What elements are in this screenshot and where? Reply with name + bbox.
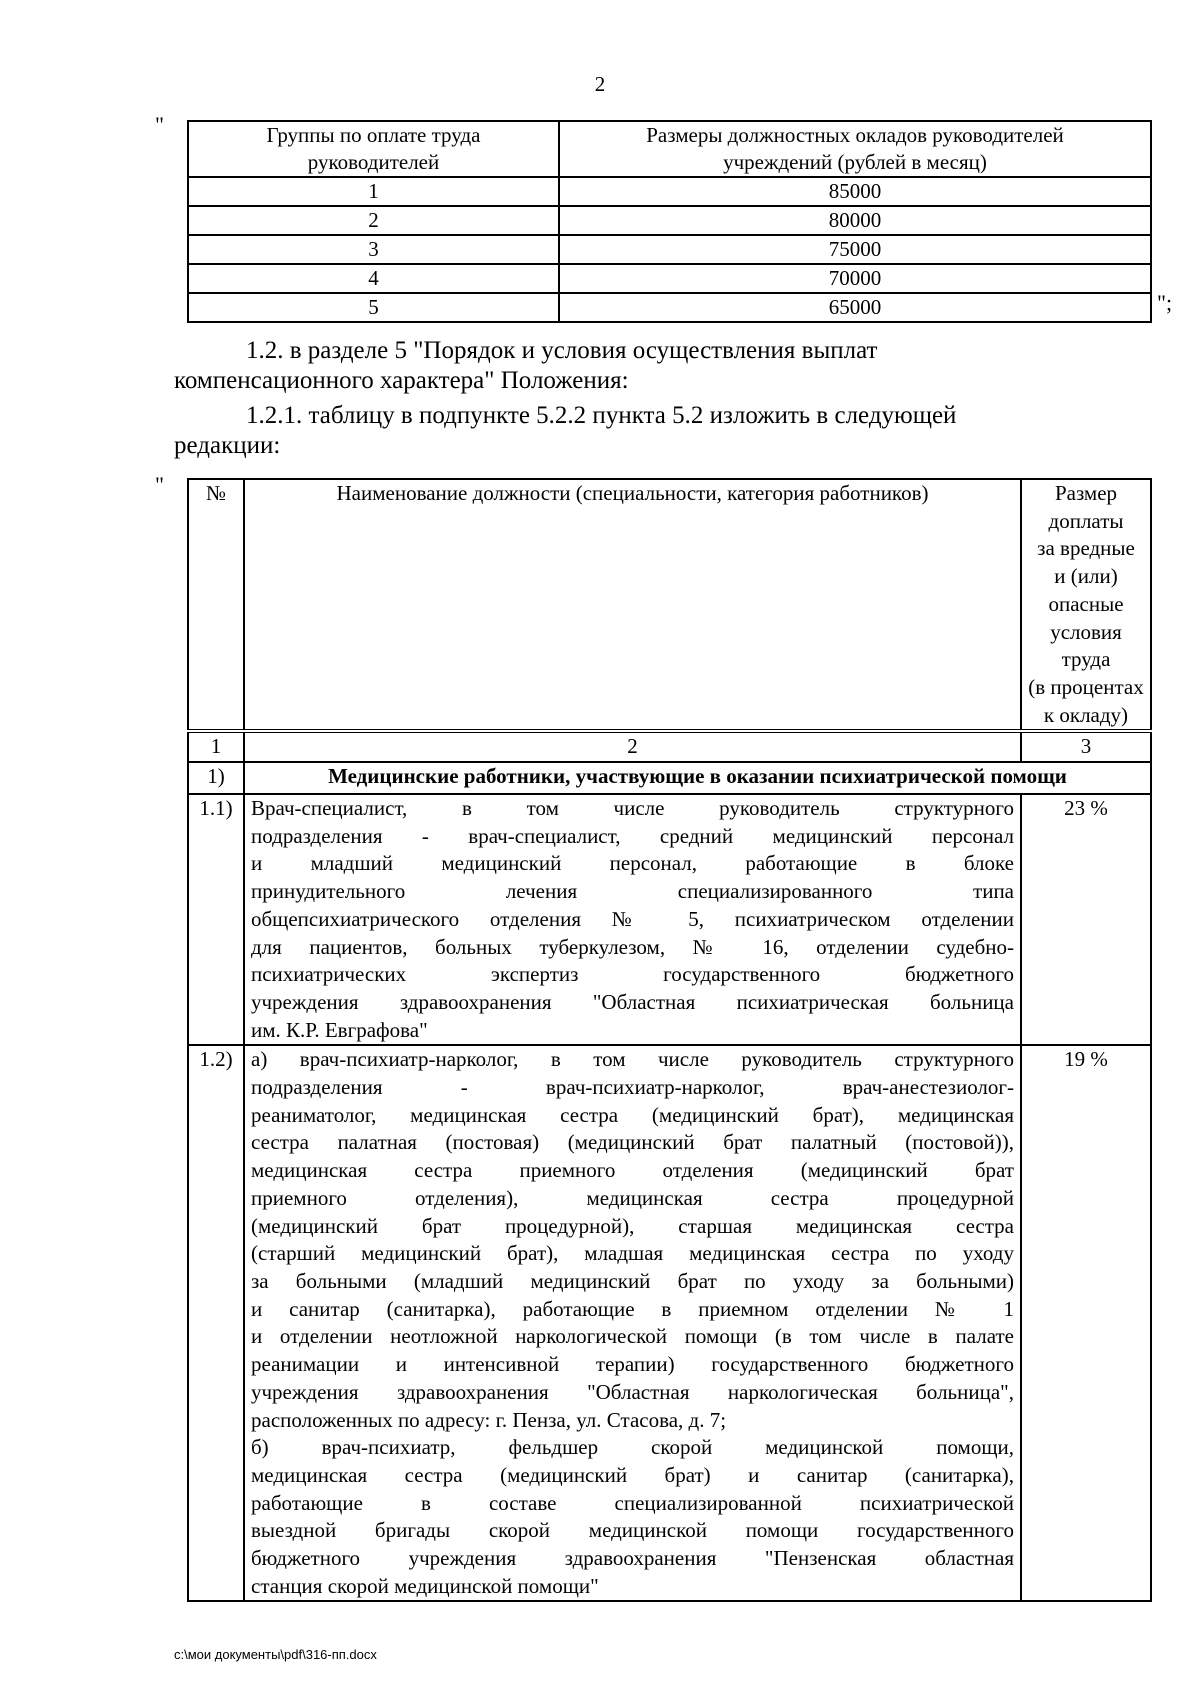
header-salary-cell xyxy=(559,121,1151,177)
description-line: б) врач-психиатр, фельдшер скорой медицинской помощи, xyxy=(251,1435,1014,1460)
description-line: и младший медицинский персонал, работающие в блоке xyxy=(251,851,1014,876)
amount-cell: 85000 xyxy=(559,177,1151,206)
header-text: Размер xyxy=(1054,481,1118,505)
description-line: психиатрических экспертиз государственного бюджетного xyxy=(251,962,1014,987)
description-line: расположенных по адресу: г. Пенза, ул. Стасова, д. 7; xyxy=(251,1407,727,1432)
opening-quote-mark: " xyxy=(155,112,164,137)
column-number-cell: 3 xyxy=(1021,731,1151,762)
description-line: выездной бригады скорой медицинской помощи государственного xyxy=(251,1518,1014,1543)
paragraph-line: редакции: xyxy=(174,432,281,459)
salary-groups-table xyxy=(187,120,1152,323)
description-line: Врач-специалист, в том числе руководитель структурного xyxy=(251,796,1014,821)
description-line: сестра палатная (постовая) (медицинский брат палатный (постовой)), xyxy=(251,1130,1014,1155)
description-line: за больными (младший медицинский брат по уходу за больными) xyxy=(251,1268,1014,1293)
description-line: общепсихиатрического отделения № 5, психиатрическом отделении xyxy=(251,906,1014,931)
header-text: руководителей xyxy=(307,150,440,174)
description-line: и отделении неотложной наркологической помощи (в том числе в палате xyxy=(251,1324,1014,1349)
header-text: Группы по оплате труда xyxy=(266,123,481,147)
paragraph-1-2-1 xyxy=(174,401,1152,461)
description-line: (старший медицинский брат), младшая медицинская сестра по уходу xyxy=(251,1241,1014,1266)
row-number-cell: 1.2) xyxy=(188,1045,244,1601)
table-row xyxy=(188,177,1151,206)
amount-cell: 70000 xyxy=(559,264,1151,293)
description-line: учреждения здравоохранения "Областная наркологическая больница", xyxy=(251,1379,1014,1404)
row-number-cell: 1.1) xyxy=(188,794,244,1045)
column-number-cell: 1 xyxy=(188,731,244,762)
header-text: учреждений (рублей в месяц) xyxy=(723,150,987,174)
table-row xyxy=(188,235,1151,264)
table-row xyxy=(188,293,1151,322)
description-line: работающие в составе специализированной психиатрической xyxy=(251,1490,1014,1515)
header-size-cell xyxy=(1021,479,1151,731)
description-line: реанимации и интенсивной терапии) государственного бюджетного xyxy=(251,1352,1014,1377)
table-row xyxy=(188,264,1151,293)
description-line: принудительного лечения специализированного типа xyxy=(251,879,1014,904)
table-header-row xyxy=(188,479,1151,731)
description-line: приемного отделения), медицинская сестра процедурной xyxy=(251,1185,1014,1210)
position-description-cell xyxy=(244,794,1021,1045)
description-line: станция скорой медицинской помощи" xyxy=(251,1573,599,1598)
description-line: (медицинский брат процедурной), старшая медицинская сестра xyxy=(251,1213,1014,1238)
description-line: медицинская сестра (медицинский брат) и санитар (санитарка), xyxy=(251,1462,1014,1487)
header-text: за вредные xyxy=(1037,536,1135,561)
header-text: Размеры должностных окладов руководителей xyxy=(646,123,1064,147)
section-number-cell: 1) xyxy=(188,762,244,794)
description-line: им. К.Р. Евграфова" xyxy=(251,1017,428,1042)
description-line: бюджетного учреждения здравоохранения "Пензенская областная xyxy=(251,1546,1014,1571)
description-line: и санитар (санитарка), работающие в приемном отделении № 1 xyxy=(251,1296,1014,1321)
amount-cell: 75000 xyxy=(559,235,1151,264)
description-line: медицинская сестра приемного отделения (медицинский брат xyxy=(251,1158,1014,1183)
payment-size-cell: 23 % xyxy=(1021,794,1151,1045)
header-position-cell: Наименование должности (специальности, категория работников) xyxy=(244,479,1021,731)
table-row xyxy=(188,206,1151,235)
amount-cell: 65000 xyxy=(559,293,1151,322)
header-text: условия труда xyxy=(1050,619,1122,672)
payment-size-cell: 19 % xyxy=(1021,1045,1151,1601)
table-row xyxy=(188,1045,1151,1601)
paragraph-line: 1.2.1. таблицу в подпункте 5.2.2 пункта 5.2 изложить в следующей xyxy=(246,402,957,429)
header-text: (в процентах xyxy=(1028,674,1144,699)
description-line: подразделения - врач-специалист, средний медицинский персонал xyxy=(251,823,1014,848)
section-row xyxy=(188,762,1151,794)
header-number-cell: № xyxy=(188,479,244,731)
closing-quote-mark: "; xyxy=(1157,290,1173,315)
page-number: 2 xyxy=(594,72,606,96)
description-line: подразделения - врач-психиатр-нарколог, врач-анестезиолог- xyxy=(251,1075,1014,1100)
group-cell: 3 xyxy=(188,235,559,264)
footer-file-path: c:\мои документы\pdf\316-пп.docx xyxy=(174,1647,377,1662)
table-row xyxy=(188,794,1151,1045)
description-line: для пациентов, больных туберкулезом, № 16, отделении судебно- xyxy=(251,934,1014,959)
header-text: опасные xyxy=(1048,591,1124,616)
opening-quote-mark: " xyxy=(155,472,164,497)
column-numbers-row xyxy=(188,731,1151,762)
table-header-row xyxy=(188,121,1151,177)
header-text: доплаты xyxy=(1048,508,1124,533)
header-text: к окладу) xyxy=(1043,702,1129,727)
hazard-payments-table xyxy=(187,478,1152,1602)
paragraph-line: компенсационного характера" Положения: xyxy=(174,367,629,394)
header-groups-cell xyxy=(188,121,559,177)
group-cell: 1 xyxy=(188,177,559,206)
header-text: и (или) xyxy=(1054,564,1118,589)
group-cell: 4 xyxy=(188,264,559,293)
group-cell: 5 xyxy=(188,293,559,322)
description-line: реаниматолог, медицинская сестра (медицинский брат), медицинская xyxy=(251,1102,1014,1127)
group-cell: 2 xyxy=(188,206,559,235)
description-line: а) врач-психиатр-нарколог, в том числе руководитель структурного xyxy=(251,1047,1014,1072)
paragraph-line: 1.2. в разделе 5 "Порядок и условия осуществления выплат xyxy=(246,337,878,364)
position-description-cell xyxy=(244,1045,1021,1601)
section-title-cell: Медицинские работники, участвующие в оказании психиатрической помощи xyxy=(244,762,1151,794)
amount-cell: 80000 xyxy=(559,206,1151,235)
paragraph-1-2 xyxy=(174,336,1152,396)
description-line: учреждения здравоохранения "Областная психиатрическая больница xyxy=(251,989,1014,1014)
column-number-cell: 2 xyxy=(244,731,1021,762)
